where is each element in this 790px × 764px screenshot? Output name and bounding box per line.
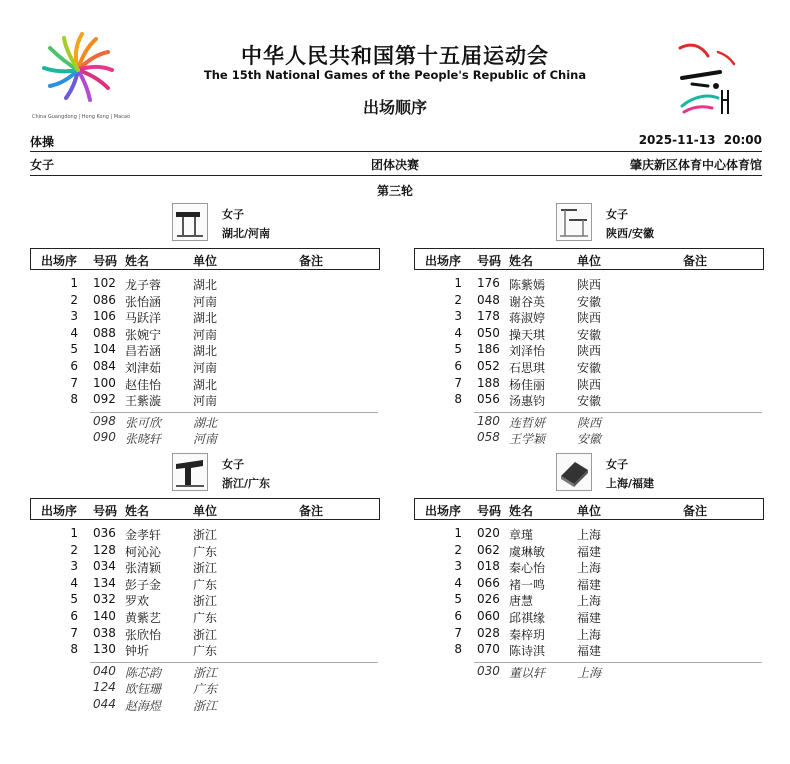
row-name: 虞琳敏 (509, 544, 546, 559)
row-unit: 陕西 (577, 377, 602, 392)
logo-subtext: China Guangdong | Hong Kong | Macao (32, 114, 131, 120)
col-order: 出场序 (425, 254, 462, 268)
group-teams: 上海/福建 (606, 477, 655, 490)
alt-num: 090 (93, 430, 116, 445)
row-num: 036 (93, 526, 116, 540)
row-name: 杨佳丽 (509, 377, 546, 392)
table-row (30, 626, 380, 643)
alt-unit: 广东 (193, 682, 218, 697)
row-num: 178 (477, 309, 500, 324)
row-num: 050 (477, 325, 500, 340)
row-name: 张清颖 (125, 561, 162, 576)
row-name: 张婉宁 (125, 327, 162, 342)
row-unit: 福建 (577, 611, 602, 625)
row-unit: 湖北 (193, 344, 218, 359)
row-unit: 河南 (193, 294, 218, 309)
row-unit: 浙江 (193, 627, 218, 642)
row-unit: 浙江 (193, 594, 218, 609)
table-row (414, 576, 764, 593)
row-order: 5 (70, 342, 78, 357)
row-name: 钟圻 (125, 644, 150, 659)
table-row (414, 609, 764, 626)
col-unit: 单位 (193, 504, 218, 518)
table-row (30, 609, 380, 626)
table-header (30, 498, 380, 520)
row-unit: 河南 (193, 327, 218, 342)
row-order: 4 (454, 325, 462, 340)
row-unit: 陕西 (577, 278, 602, 292)
row-num: 052 (477, 359, 500, 373)
row-unit: 安徽 (577, 361, 602, 375)
alt-name: 董以轩 (509, 665, 546, 680)
row-order: 3 (70, 309, 78, 324)
col-num: 号码 (93, 254, 118, 268)
row-order: 7 (454, 625, 462, 640)
row-order: 4 (70, 325, 78, 340)
row-order: 2 (70, 292, 78, 307)
row-unit: 广东 (193, 577, 218, 592)
row-order: 8 (70, 642, 78, 657)
row-name: 王紫漩 (125, 394, 162, 409)
table-header (30, 248, 380, 270)
games-title-en: The 15th National Games of the People's Republic of China (203, 68, 587, 82)
row-num: 034 (93, 559, 116, 574)
row-name: 金孝轩 (125, 528, 162, 542)
doc-title: 出场顺序 (362, 98, 427, 117)
table-header (414, 498, 764, 520)
row-name: 柯沁沁 (125, 544, 162, 559)
alternate-row (30, 664, 380, 681)
col-num: 号码 (477, 254, 502, 268)
row-num: 066 (477, 575, 500, 590)
row-order: 6 (70, 609, 78, 623)
row-order: 8 (454, 642, 462, 657)
col-order: 出场序 (41, 504, 78, 518)
table-row (30, 392, 380, 409)
rotation-group (30, 200, 380, 450)
sport-name: 体操 (30, 135, 55, 149)
row-num: 176 (477, 276, 500, 290)
row-order: 7 (70, 375, 78, 390)
row-name: 汤惠钧 (509, 394, 546, 409)
row-num: 038 (93, 625, 116, 640)
alternate-row (414, 414, 764, 431)
rotation-group (414, 200, 764, 450)
row-order: 8 (70, 392, 78, 407)
row-order: 7 (454, 375, 462, 390)
row-num: 070 (477, 642, 500, 657)
row-unit: 广东 (193, 544, 218, 559)
row-name: 陈紫嫣 (509, 278, 546, 292)
games-title-cn: 中华人民共和国第十五届运动会 (241, 44, 549, 68)
table-row (30, 326, 380, 343)
row-num: 062 (477, 542, 500, 557)
table-row (30, 559, 380, 576)
row-num: 060 (477, 609, 500, 623)
row-name: 操天琪 (509, 327, 546, 342)
row-unit: 河南 (193, 394, 218, 409)
row-name: 蒋淑婷 (509, 311, 546, 326)
floor-exercise-icon (556, 453, 592, 491)
row-order: 3 (454, 559, 462, 574)
alt-num: 098 (93, 413, 116, 428)
row-name: 褚一鸣 (509, 577, 546, 592)
col-note: 备注 (299, 504, 324, 518)
col-num: 号码 (477, 504, 502, 518)
alt-unit: 陕西 (577, 415, 602, 430)
alternates-separator (90, 412, 378, 413)
row-unit: 浙江 (193, 528, 218, 542)
alternate-row (30, 680, 380, 697)
row-unit: 广东 (193, 611, 218, 625)
alt-name: 连哲妍 (509, 415, 546, 430)
col-unit: 单位 (193, 254, 218, 268)
group-teams: 陕西/安徽 (606, 227, 655, 240)
table-row (30, 309, 380, 326)
row-name: 龙子蓉 (125, 278, 162, 292)
row-name: 彭子金 (125, 577, 162, 592)
table-row (30, 543, 380, 560)
row-num: 104 (93, 342, 116, 357)
row-num: 140 (93, 609, 116, 623)
table-row (30, 293, 380, 310)
row-name: 邱祺缘 (509, 611, 546, 625)
row-num: 018 (477, 559, 500, 574)
row-unit: 湖北 (193, 311, 218, 326)
row-name: 昌若涵 (125, 344, 162, 359)
row-order: 2 (454, 292, 462, 307)
row-order: 6 (70, 359, 78, 373)
col-name: 姓名 (125, 254, 150, 268)
row-unit: 安徽 (577, 294, 602, 309)
row-num: 100 (93, 375, 116, 390)
event-datetime: 2025-11-13 20:00 (638, 133, 762, 147)
table-row (414, 642, 764, 659)
table-row (30, 526, 380, 543)
row-order: 1 (70, 276, 78, 290)
col-order: 出场序 (41, 254, 78, 268)
col-note: 备注 (683, 504, 708, 518)
group-gender: 女子 (606, 208, 628, 221)
row-order: 2 (70, 542, 78, 557)
alternates-separator (474, 662, 762, 663)
col-note: 备注 (683, 254, 708, 268)
row-num: 106 (93, 309, 116, 324)
row-name: 赵佳怡 (125, 377, 162, 392)
row-name: 唐慧 (509, 594, 534, 609)
alt-num: 124 (93, 680, 116, 695)
alt-name: 陈芯韵 (125, 665, 162, 680)
row-unit: 湖北 (193, 377, 218, 392)
row-unit: 安徽 (577, 394, 602, 409)
alt-name: 欧钰珊 (125, 682, 162, 697)
row-name: 张怡涵 (125, 294, 162, 309)
alt-unit: 浙江 (193, 699, 218, 713)
alt-num: 058 (477, 430, 500, 445)
vault-icon (172, 453, 208, 491)
col-name: 姓名 (509, 254, 534, 268)
row-name: 秦心怡 (509, 561, 546, 576)
row-name: 刘津茹 (125, 361, 162, 375)
alt-unit: 河南 (193, 432, 218, 447)
col-name: 姓名 (125, 504, 150, 518)
balance-beam-icon (172, 203, 208, 241)
table-row (414, 326, 764, 343)
row-order: 6 (454, 609, 462, 623)
alt-unit: 浙江 (193, 665, 218, 680)
row-unit: 陕西 (577, 311, 602, 326)
table-row (414, 359, 764, 376)
alt-num: 044 (93, 697, 116, 711)
row-unit: 上海 (577, 561, 602, 576)
event-name: 团体决赛 (370, 158, 419, 172)
row-order: 2 (454, 542, 462, 557)
col-num: 号码 (93, 504, 118, 518)
alt-name: 张可欣 (125, 415, 162, 430)
table-row (30, 342, 380, 359)
group-teams: 浙江/广东 (222, 477, 271, 490)
row-order: 7 (70, 625, 78, 640)
header-rule-2 (30, 175, 762, 176)
col-note: 备注 (299, 254, 324, 268)
alt-num: 040 (93, 663, 116, 678)
table-row (30, 642, 380, 659)
row-num: 026 (477, 592, 500, 607)
row-order: 1 (454, 276, 462, 290)
row-num: 086 (93, 292, 116, 307)
uneven-bars-icon (556, 203, 592, 241)
col-order: 出场序 (425, 504, 462, 518)
table-row (30, 376, 380, 393)
row-order: 6 (454, 359, 462, 373)
row-name: 谢谷英 (509, 294, 546, 309)
row-unit: 上海 (577, 528, 602, 542)
row-unit: 福建 (577, 544, 602, 559)
row-order: 8 (454, 392, 462, 407)
row-unit: 陕西 (577, 344, 602, 359)
row-name: 张欣怡 (125, 627, 162, 642)
row-unit: 河南 (193, 361, 218, 375)
row-num: 188 (477, 375, 500, 390)
table-row (414, 526, 764, 543)
row-unit: 上海 (577, 594, 602, 609)
row-unit: 上海 (577, 627, 602, 642)
group-gender: 女子 (222, 458, 244, 471)
alt-num: 180 (477, 413, 500, 428)
alternates-separator (90, 662, 378, 663)
row-order: 4 (70, 575, 78, 590)
table-row (30, 359, 380, 376)
table-row (30, 592, 380, 609)
alternate-row (414, 430, 764, 447)
row-unit: 浙江 (193, 561, 218, 576)
row-order: 5 (70, 592, 78, 607)
table-header (414, 248, 764, 270)
col-name: 姓名 (509, 504, 534, 518)
row-order: 1 (454, 526, 462, 540)
table-row (414, 376, 764, 393)
row-name: 秦梓玥 (509, 627, 546, 642)
alternate-row (30, 414, 380, 431)
row-num: 128 (93, 542, 116, 557)
alt-unit: 安徽 (577, 432, 602, 447)
row-num: 088 (93, 325, 116, 340)
row-num: 048 (477, 292, 500, 307)
table-row (30, 276, 380, 293)
row-num: 186 (477, 342, 500, 357)
col-unit: 单位 (577, 504, 602, 518)
table-row (414, 276, 764, 293)
row-name: 马跃洋 (125, 311, 162, 326)
row-unit: 湖北 (193, 278, 218, 292)
row-num: 130 (93, 642, 116, 657)
table-row (414, 559, 764, 576)
rotation-group (30, 450, 380, 713)
row-num: 092 (93, 392, 116, 407)
alternate-row (30, 697, 380, 714)
row-name: 章瑾 (509, 528, 534, 542)
alt-name: 赵海煜 (125, 699, 162, 713)
alternate-row (414, 664, 764, 681)
row-order: 4 (454, 575, 462, 590)
row-num: 056 (477, 392, 500, 407)
row-order: 5 (454, 592, 462, 607)
row-unit: 安徽 (577, 327, 602, 342)
row-order: 3 (70, 559, 78, 574)
row-unit: 福建 (577, 644, 602, 659)
table-row (414, 626, 764, 643)
table-row (414, 309, 764, 326)
row-num: 084 (93, 359, 116, 373)
table-row (414, 342, 764, 359)
alt-name: 张晓轩 (125, 432, 162, 447)
row-unit: 广东 (193, 644, 218, 659)
table-row (414, 543, 764, 560)
table-row (30, 576, 380, 593)
venue-name: 肇庆新区体育中心体育馆 (629, 158, 762, 172)
row-num: 028 (477, 625, 500, 640)
round-label: 第三轮 (376, 184, 413, 198)
row-num: 134 (93, 575, 116, 590)
table-row (414, 293, 764, 310)
group-gender: 女子 (606, 458, 628, 471)
row-name: 石思琪 (509, 361, 546, 375)
alternate-row (30, 430, 380, 447)
alt-num: 030 (477, 663, 500, 678)
row-name: 刘泽怡 (509, 344, 546, 359)
gender-label: 女子 (30, 158, 55, 172)
row-name: 罗欢 (125, 594, 150, 609)
row-order: 1 (70, 526, 78, 540)
group-gender: 女子 (222, 208, 244, 221)
alt-unit: 上海 (577, 665, 602, 680)
row-name: 陈诗淇 (509, 644, 546, 659)
row-unit: 福建 (577, 577, 602, 592)
row-num: 102 (93, 276, 116, 290)
header-rule (30, 151, 762, 152)
row-num: 020 (477, 526, 500, 540)
row-order: 3 (454, 309, 462, 324)
alternates-separator (474, 412, 762, 413)
col-unit: 单位 (577, 254, 602, 268)
group-teams: 湖北/河南 (222, 227, 271, 240)
table-row (414, 392, 764, 409)
alt-name: 王学颖 (509, 432, 546, 447)
table-row (414, 592, 764, 609)
row-num: 032 (93, 592, 116, 607)
alt-unit: 湖北 (193, 415, 218, 430)
row-order: 5 (454, 342, 462, 357)
row-name: 黄紫艺 (125, 611, 162, 625)
rotation-group (414, 450, 764, 700)
